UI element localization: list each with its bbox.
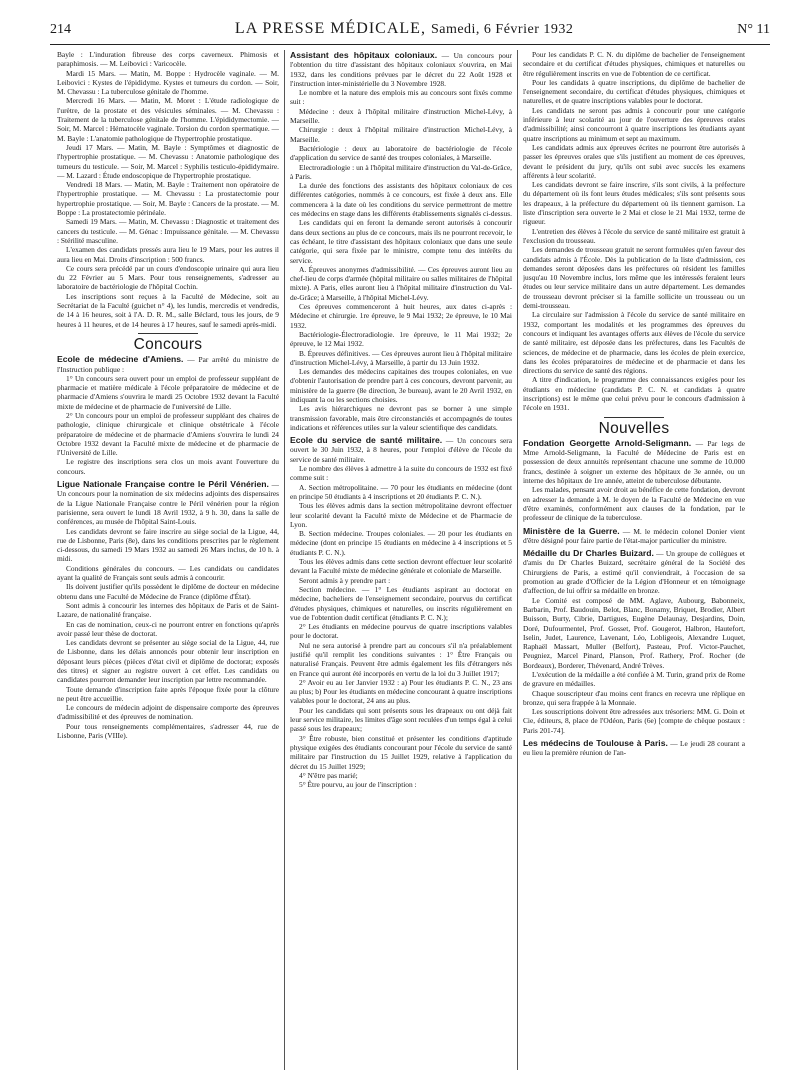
article-guerre [523,526,745,546]
paragraph: Le concours de médecin adjoint de dispensaire comporte des épreuves d'admissibilité et des épreuves de nomination. [57,703,279,722]
paragraph: 2° Un concours pour un emploi de professeur suppléant des chaires de pathologie, clinique chirurgicale et clinique obstétricale à l'école préparatoire de médecine et de pharmacie d'Amiens s'ouvrira le lundi 24 Octobre 1932 devant la Faculté mixte de médecine et de pharmacie de l'Université de Lille. [57,410,279,458]
paragraph: Tous les élèves admis dans la section métropolitaine devront effectuer leur scolarité devant la Faculté mixte de Médecine et de Pharmacie de Lyon. [290,501,512,529]
paragraph: Le nombre et la nature des emplois mis au concours sont fixés comme suit : [290,88,512,107]
paragraph: B. Épreuves définitives. — Ces épreuves auront lieu à l'hôpital militaire d'instruction Michel-Lévy, à Marseille, à partir du 13 Juin 1932. [290,348,512,367]
paragraph: Les candidats qui en feront la demande seront autorisés à concourir dans deux sections au plus de ce concours, mais ils ne pourront recevoir, le cas échéant, le titre d'assistant des hôpitaux coloniaux que dans une seule catégorie, qui sera fixée par le ministre, compte tenu des intérêts du service. [290,218,512,265]
paragraph: Les candidats devront se faire inscrire, s'ils sont civils, à la préfecture du département où ils font leurs études médicales; s'ils sont présents sous les drapeaux, à la préfecture du département où ils tiennent garnison. La liste d'inscription sera ouverte le 2 Mai et close le 21 Mai 1932, terme de rigueur. [523,180,745,227]
paragraph: 2° Avoir eu au 1er Janvier 1932 : a) Pour les étudiants P. C. N., 23 ans au plus; b) Pour les étudiants en médecine concourant à quatre inscriptions valables pour le doctorat, 24 ans au plus. [290,677,512,706]
article-ligue [57,479,279,526]
paragraph: 3° Être robuste, bien constitué et présenter les conditions d'aptitude physique exigées des étudiants concourant pour l'école du service de santé militaire par l'instruction du 15 Juillet 1929, relative à l'application du décret du 15 Juillet 1929; [290,733,512,771]
page-header [50,20,770,40]
article-title: Ecole du service de santé militaire. [290,435,443,446]
paragraph: Les avis hiérarchiques ne devront pas se borner à une simple transmission favorable, mais être circonstanciés et accompagnés de toutes indications et références utiles sur la valeur scientifique des candidats. [290,404,512,432]
page-number: 214 [50,22,71,37]
paragraph: 2° Les étudiants en médecine pourvus de quatre inscriptions valables pour le doctorat. [290,622,512,641]
paragraph: Electroradiologie : un à l'hôpital militaire d'instruction du Val-de-Grâce, à Paris. [290,162,512,181]
paragraph: Les candidats admis aux épreuves écrites ne pourront être autorisés à passer les épreuves orales que s'ils justifient au moment de ces épreuves, devant le président du jury, qu'ils ont subi avec succès les examens afférents à leur scolarité. [523,142,745,180]
paragraph: Sont admis à concourir les internes des hôpitaux de Paris et de Saint-Lazare, de nationalité française. [57,600,279,620]
paragraph: Seront admis à y prendre part : [299,575,391,585]
paragraph: Médecine : deux à l'hôpital militaire d'instruction Michel-Lévy, à Marseille. [290,106,512,126]
paragraph: Chirurgie : deux à l'hôpital militaire d'instruction Michel-Lévy, à Marseille. [290,125,512,144]
paragraph: Ces épreuves commenceront à huit heures, aux dates ci-après : Médecine et chirurgie. 1re épreuve, le 9 Mai 1932; 2e épreuve, le 10 Mai 1932. [290,302,512,330]
paragraph: Bactériologie-Électroradiologie. 1re épreuve, le 11 Mai 1932; 2e épreuve, le 12 Mai 1932. [290,329,512,349]
paragraph: Pour tous renseignements complémentaires, s'adresser 44, rue de Lisbonne, Paris (VIIIe). [57,721,279,741]
paragraph: 5° Être pourvu, au jour de l'inscription : [299,780,417,790]
paragraph: Le nombre des élèves à admettre à la suite du concours de 1932 est fixé comme suit : [290,464,512,483]
paragraph: L'examen des candidats pressés aura lieu le 19 Mars, pour les autres il aura lieu en Mai. Droits d'inscription : 500 francs. [57,245,279,264]
paragraph: Les candidats devront se présenter au siège social de la Ligue, 44, rue de Lisbonne, dans les délais annoncés pour obtenir leur inscription en déposant leurs pièces (pièces d'état civil et diplôme de doctorat; exposés des titres) et signer au registre ouvert à cet effet. Les candidats ou candidates pourront demander leur inscription par lettre recommandée. [57,638,279,685]
paragraph: 4° N'être pas marié; [299,770,358,780]
paragraph: Bactériologie : deux au laboratoire de bactériologie de l'école d'application du service de santé des troupes coloniales, à Marseille. [290,143,512,163]
article-toulouse [523,738,745,758]
paragraph: Jeudi 17 Mars. — Matin, M. Bayle : Symptômes et diagnostic de l'hypertrophie prostatique. — M. Chevassu : Anatomie pathologique des tumeurs du testicule. — Soir, M. Marcel : Syphilis testiculo-épididymaire. — M. Lazard : Étude endoscopique de l'hypertrophie prostatique. [57,142,279,180]
paragraph: Les malades, pensant avoir droit au bénéfice de cette fondation, devront en adresser la demande à M. le doyen de la Faculté de Médecine en vue d'être examinés, conformément aux clauses de la fondation, par le professeur de clinique de la tuberculose. [523,485,745,523]
paragraph: En cas de nomination, ceux-ci ne pourront entrer en fonctions qu'après avoir passé leur thèse de doctorat. [57,619,279,638]
paragraph: L'entretien des élèves à l'école du service de santé militaire est gratuit à l'exclusion du trousseau. [523,226,745,245]
article-title: Ecole de médecine d'Amiens. [57,354,184,365]
section-title-nouvelles: Nouvelles [598,419,670,437]
article-lead: — Un groupe de collègues et d'amis du Dr Charles Buizard, secrétaire général de la Société des Chirurgiens de Paris, a estimé qu'il conviendrait, à l'occasion de sa promotion au grade d'Officier de la Légion d'Honneur et en témoignage d'affection, de lui offrir sa médaille en bronze. [523,549,745,596]
paragraph: Ce cours sera précédé par un cours d'endoscopie urinaire qui aura lieu du 22 Février au 5 Mars. Pour tous renseignements, s'adresser au laboratoire de bactériologie de l'hôpital Cochin. [57,263,279,292]
article-lead: — M. le médecin colonel Donier vient d'être désigné pour faire partie de l'état-major particulier du ministre. [523,526,745,545]
article-lead: — Un concours pour la nomination de six médecins adjoints des dispensaires de la Ligue Nationale Française contre le Péril vénérien pour la région parisienne, sera ouvert le lundi 18 Avril 1932, à 9 h. 30, dans la salle de conférences, au musée de l'hôpital Saint-Louis. [57,480,279,527]
paragraph: Mercredi 16 Mars. — Matin, M. Moret : L'étude radiologique de l'urètre, de la prostate et des vésicules séminales. — M. Chevassu : Traitement de la tuberculose génitale de l'homme. L'épididymectomie. — Soir, M. Marcel : Hématocèle vaginale. Torsion du cordon spermatique. — M. Bayle : L'anatomie pathologique de l'hypertrophie prostatique. [57,96,279,143]
paragraph: La circulaire sur l'admission à l'école du service de santé militaire en 1932, comportant les modalités et les programmes des épreuves du concours et indiquant les avantages offerts aux élèves de l'école du service de santé militaire, est déposée dans les préfectures, dans les Facultés de sciences, de médecine et de pharmacie, dans les écoles de plein exercice, dans les écoles préparatoires de médecine et de pharmacie et dans les directions du service de santé des régions. [523,310,745,376]
paragraph: Pour les candidats qui sont présents sous les drapeaux ou ont déjà fait leur service militaire, les limites d'âge sont reculées d'un temps égal à celui passé sous les drapeaux; [290,705,512,734]
article-title: Médaille du Dr Charles Buizard. [523,548,654,559]
paragraph: Le Comité est composé de MM. Aglave, Aubourg, Babonneix, Barbarin, Prof. Baudouin, Belot, Blanc, Bonamy, Briquet, Brodier, Albert Buisson, Burty, Cibrie, Dartigues, Eugène Delaunay, Desjardins, Doin, Doré, Dufourmentel, Prof. Gosset, Prof. Gougerot, Halbron, Hautefort, Iselin, Judet, Laurence, Lavenant, Léo, Lobligeois, Alexandre Luquet, Raphaël Massart, Muller (Belfort), Pasteau, Prof. Victor-Pauchet, Peugniez, Marcel Pinard, Planson, Prof. Rathery, Prof. Rocher (de Bordeaux), Borderer, Thévenard, André Trèves. [523,595,745,670]
paragraph: Nul ne sera autorisé à prendre part au concours s'il n'a préalablement justifié qu'il remplit les conditions suivantes : 1° Être Français ou naturalisé Français. Peuvent être admis également les fils d'étrangers nés en France qui auront été incorporés en vertu de la loi du 3 Juillet 1917; [290,640,512,678]
article-amiens [57,354,279,374]
article-title: Fondation Georgette Arnold-Seligmann. [523,437,692,448]
section-title-concours: Concours [133,335,203,353]
column-3 [523,50,745,1080]
article-lead: — Par legs de Mme Arnold-Seligmann, la Faculté de Médecine de Paris est en possession de deux annuités représentant chacune une somme de 10.000 francs, destinée à soigner un externe des hôpitaux de 3e année, ou un interne des hôpitaux de 1re année, atteint de tuberculose débutante. [523,438,745,486]
paragraph: Les inscriptions sont reçues à la Faculté de Médecine, soit au Secrétariat de la Faculté (guichet n° 4), les lundis, mercredis et vendredis, de 14 à 16 heures, soit à l'A. D. R. M., salle Béclard, tous les jours, de 9 heures à 11 heures, et de 14 heures à 17 heures, sauf le samedi après-midi. [57,291,279,329]
column-2 [290,50,512,1080]
paragraph: Bayle : L'induration fibreuse des corps caverneux. Phimosis et paraphimosis. — M. Leibovici : Varicocèle. [57,50,279,69]
article-ecole-sante [290,435,512,464]
paragraph: 1° Un concours sera ouvert pour un emploi de professeur suppléant de pharmacie et matière médicale à l'école préparatoire de médecine et de pharmacie d'Amiens s'ouvrira le mardi 25 Octobre 1932 devant la Faculté mixte de médecine et de pharmacie de l'université de Lille. [57,373,279,411]
paragraph: Les candidats devront se faire inscrire au siège social de la Ligue, 44, rue de Lisbonne, Paris (8e), dans les conditions prescrites par le règlement ci-dessous, du samedi 19 Mars 1932 au samedi 26 Mars inclus, de 10 h. à midi. [57,526,279,564]
paragraph: B. Section médecine. Troupes coloniales. — 20 pour les étudiants en médecine (dont en principe 15 étudiants en médecine à 4 inscriptions et 5 étudiants P. C. N.). [290,529,512,557]
publication-title [235,20,573,38]
paragraph: A. Section métropolitaine. — 70 pour les étudiants en médecine (dont en principe 50 étudiants à 4 inscriptions et 20 étudiants P. C. N.). [290,482,512,501]
paragraph: A titre d'indication, le programme des connaissances exigées pour les étudiants en médecine (candidats P. C. N. et candidats à quatre inscriptions) est le même que celui prévu pour le concours d'admission à l'école en 1931. [523,375,745,413]
paragraph: Le registre des inscriptions sera clos un mois avant l'ouverture du concours. [57,457,279,476]
paragraph: L'exécution de la médaille a été confiée à M. Turin, grand prix de Rome de gravure en médailles. [523,670,745,689]
column-separator [517,50,518,1070]
article-lead: — Un concours pour l'obtention du titre d'assistant des hôpitaux coloniaux s'ouvrira, en Mai 1932, dans les conditions prévues par le décret du 22 Août 1928 et l'instruction inter-ministérielle du 3 Novembre 1928. [290,51,512,88]
column-1 [57,50,279,1080]
paragraph: Vendredi 18 Mars. — Matin, M. Bayle : Traitement non opératoire de l'hypertrophie prostatique. — M. Chevassu : La prostatectomie pour hypertrophie prostatique. — Soir, M. Bayle : Cancers de la prostate. — M. Boppe : La prostatectomie périnéale. [57,180,279,218]
article-assistant [290,50,512,88]
paragraph: Toute demande d'inscription faite après l'époque fixée pour la clôture ne peut être accueillie. [57,684,279,703]
header-rule [50,44,770,45]
article-title: Les médecins de Toulouse à Paris. [523,738,668,749]
paragraph: La durée des fonctions des assistants des hôpitaux coloniaux de ces différentes catégories, nommés à ce concours, est fixée à deux ans. Elle commencera à la date où les conditions du service permettront de mettre ces médecins en stage dans les différents établissements signalés ci-dessus. [290,181,512,219]
paragraph: Mardi 15 Mars. — Matin, M. Boppe : Hydrocèle vaginale. — M. Leibovici : Kystes de l'épididyme. Kystes et tumeurs du cordon. — Soir, M. Chevassu : La tuberculose génitale de l'homme. [57,68,279,97]
section-rule [604,417,664,418]
article-medaille [523,548,745,595]
paragraph: Les souscriptions doivent être adressées aux trésoriers: MM. G. Doin et Cie, éditeurs, 8, place de l'Odéon, Paris (6e) [compte de chèque postaux : Paris 201-74]. [523,707,745,735]
paragraph: Pour les candidats P. C. N. du diplôme de bachelier de l'enseignement secondaire et du certificat d'études physiques, chimiques et naturelles ou être régulièrement inscrits en vue de l'obtention de ce certificat. [523,50,745,78]
issue-number: N° 11 [737,22,770,37]
paragraph: Les candidats ne seront pas admis à concourir pour une catégorie inférieure à leur scolarité au jour de l'ouverture des épreuves orales d'admissibilité; ainsi concourront à quatre inscriptions les étudiants ayant quatre inscriptions au minimum et sept au maximum. [523,105,745,143]
publication-name: LA PRESSE MÉDICALE, [234,20,426,37]
paragraph: Conditions générales du concours. — Les candidats ou candidates ayant la qualité de Français sont seuls admis à concourir. [57,563,279,583]
section-rule [138,333,198,334]
paragraph: Les demandes de trousseau gratuit ne seront formulées qu'en faveur des candidats admis à l'École. Dès la publication de la liste d'admission, ces demandes seront déposées dans les préfectures où résident les familles jusqu'au 10 Novembre inclus, lors même que les intéressés feraient leurs études ou leur service militaire dans un autre département. Les demandes de trousseau devront préciser si la famille sollicite un trousseau ou un demi-trousseau. [523,245,745,311]
paragraph: Tous les élèves admis dans cette section devront effectuer leur scolarité devant la Faculté mixte de médecine générale et coloniale de Marseille. [290,557,512,576]
publication-date: Samedi, 6 Février 1932 [430,22,574,37]
paragraph: Section médecine. — 1° Les étudiants aspirant au doctorat en médecine, bacheliers de l'enseignement secondaire, pourvus du certificat d'études physiques, chimiques et naturelles, ou inscrits régulièrement en vue de l'obtention dudit certificat (étudiants P. C. N.); [290,584,512,622]
paragraph: Les demandes des médecins capitaines des troupes coloniales, en vue d'obtenir l'autorisation de prendre part à ces concours, devront parvenir, au ministère de la guerre (8e direction, 3e bureau), avant le 20 Avril 1932, en indiquant la ou les sections choisies. [290,367,512,404]
paragraph: Ils doivent justifier qu'ils possèdent le diplôme de docteur en médecine obtenu dans une Faculté de Médecine de France (diplôme d'État). [57,582,279,601]
article-title: Assistant des hôpitaux coloniaux. [290,50,438,60]
article-fondation [523,438,745,485]
column-separator [284,50,285,1070]
paragraph: Pour les candidats à quatre inscriptions, du diplôme de bachelier de l'enseignement secondaire, du certificat d'études physiques, chimiques et naturelles, et de quatre inscriptions valables pour le doctorat. [523,77,745,106]
article-title: Ligue Nationale Française contre le Péril Vénérien. [57,479,269,490]
article-lead: — Le jeudi 28 courant a eu lieu la première réunion de l'an- [523,739,745,758]
paragraph: Chaque souscripteur d'au moins cent francs en recevra une réplique en bronze, qui sera frappée à la Monnaie. [523,688,745,707]
article-title: Ministère de la Guerre. [523,525,620,536]
article-lead: — Un concours sera ouvert le 30 Juin 1932, à 8 heures, pour l'emploi d'élève de l'école du service de santé militaire. [290,436,512,464]
article-lead: — Par arrêté du ministre de l'Instruction publique : [57,355,279,374]
paragraph: A. Épreuves anonymes d'admissibilité. — Ces épreuves auront lieu au chef-lieu de corps d'armée (hôpital militaire ou salles militaires de l'hôpital mixte). A Paris, elles auront lieu à l'hôpital militaire d'instruction du Val-de-Grâce; à Marseille, à l'hôpital Michel-Lévy. [290,264,512,302]
paragraph: Samedi 19 Mars. — Matin, M. Chevassu : Diagnostic et traitement des cancers du testicule. — M. Génac : Impuissance génitale. — M. Chevassu : Stérilité masculine. [57,217,279,245]
